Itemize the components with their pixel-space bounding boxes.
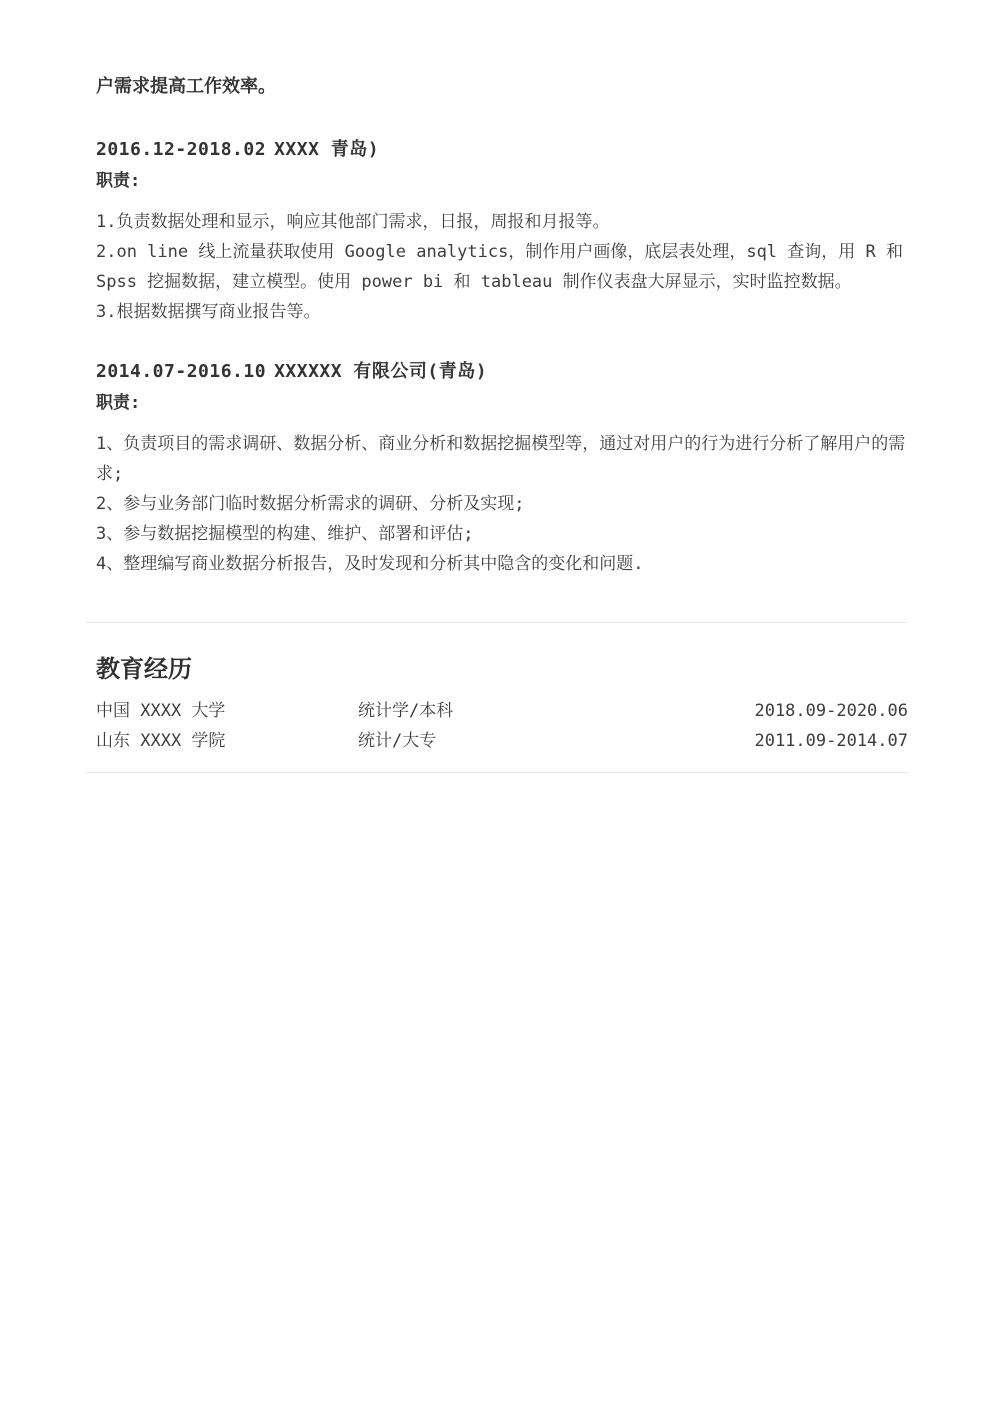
experience-2-duty-list <box>96 429 908 579</box>
resume-content <box>85 75 914 579</box>
intro-continuation-line: 户需求提高工作效率。 <box>96 76 276 97</box>
experience-1-duty-list <box>96 207 914 327</box>
experience-entry-2 <box>96 360 908 579</box>
education-school: 中国 XXXX 大学 <box>96 701 226 721</box>
education-major: 统计学/本科 <box>358 701 454 721</box>
experience-1-duty-label: 职责: <box>96 171 141 191</box>
education-row <box>96 726 908 756</box>
duty-item: 2.on line 线上流量获取使用 Google analytics，制作用户画像，底层表处理，sql 查询，用 R 和 Spss 挖掘数据，建立模型。使用 power bi 和 tableau 制作仪表盘大屏显示，实时监控数据。 <box>96 242 914 292</box>
education-heading: 教育经历 <box>96 655 192 683</box>
education-section <box>85 654 908 756</box>
duty-item: 2、参与业务部门临时数据分析需求的调研、分析及实现; <box>96 494 525 514</box>
education-period: 2011.09-2014.07 <box>754 731 908 751</box>
experience-2-duty-label: 职责: <box>96 393 141 413</box>
experience-1-period: 2016.12-2018.02 <box>96 139 267 160</box>
duty-item: 3.根据数据撰写商业报告等。 <box>96 302 321 322</box>
duty-item: 1、负责项目的需求调研、数据分析、商业分析和数据挖掘模型等，通过对用户的行为进行分析了解用户的需求; <box>96 434 906 484</box>
duty-item: 1.负责数据处理和显示，响应其他部门需求，日报，周报和月报等。 <box>96 212 610 232</box>
experience-2-period: 2014.07-2016.10 <box>96 361 267 382</box>
education-row <box>96 696 908 726</box>
education-table <box>96 696 908 756</box>
experience-2-company: XXXXXX 有限公司(青岛) <box>274 361 488 382</box>
duty-item: 4、整理编写商业数据分析报告，及时发现和分析其中隐含的变化和问题. <box>96 554 644 574</box>
section-divider-top <box>85 622 908 623</box>
education-period: 2018.09-2020.06 <box>754 701 908 721</box>
education-major: 统计/大专 <box>358 731 437 751</box>
section-divider-bottom <box>85 772 908 773</box>
duty-item: 3、参与数据挖掘模型的构建、维护、部署和评估; <box>96 524 474 544</box>
experience-2-header <box>96 360 908 384</box>
experience-1-header <box>96 138 908 162</box>
education-school: 山东 XXXX 学院 <box>96 731 226 751</box>
experience-entry-1 <box>96 138 914 327</box>
experience-1-company: XXXX 青岛) <box>274 139 380 160</box>
